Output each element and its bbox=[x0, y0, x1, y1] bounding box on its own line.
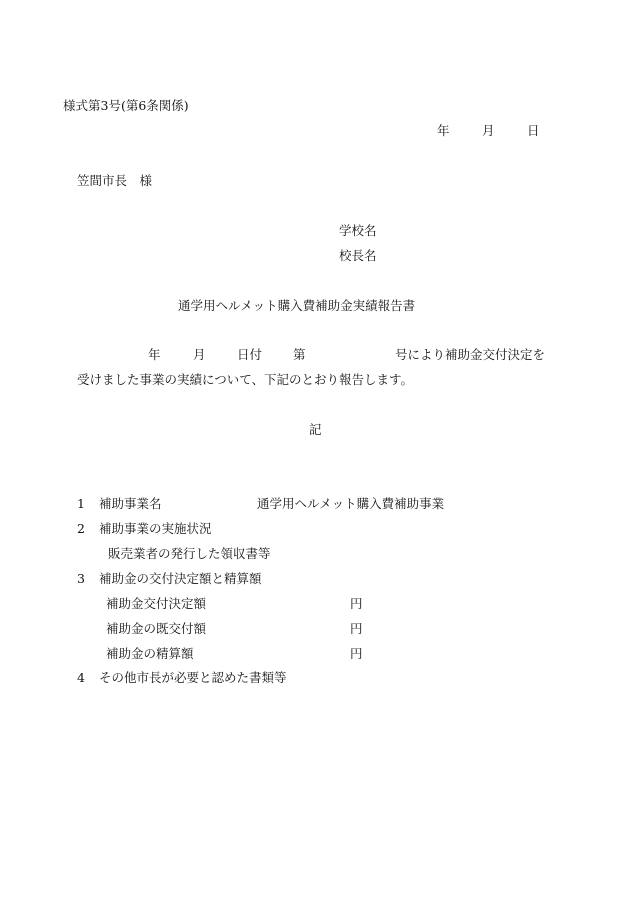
body-number-prefix: 第 bbox=[293, 347, 306, 362]
item-2-sub: 販売業者の発行した領収書等 bbox=[108, 546, 271, 561]
item-3-row-decision-unit: 円 bbox=[350, 596, 363, 611]
item-3-row-decision-label: 補助金交付決定額 bbox=[106, 596, 207, 611]
item-3-number: 3 bbox=[77, 571, 85, 586]
addressee: 笠間市長 様 bbox=[77, 173, 153, 188]
item-3-row-paid-unit: 円 bbox=[350, 621, 363, 636]
body-year-label: 年 bbox=[148, 347, 161, 362]
item-1-value: 通学用ヘルメット購入費補助事業 bbox=[257, 496, 445, 511]
date-day-label: 日 bbox=[527, 123, 540, 138]
item-3-label: 補助金の交付決定額と精算額 bbox=[99, 571, 262, 586]
item-3-row-paid-label: 補助金の既交付額 bbox=[106, 621, 207, 636]
principal-name-label: 校長名 bbox=[339, 248, 377, 263]
date-year-label: 年 bbox=[437, 123, 450, 138]
school-name-label: 学校名 bbox=[339, 223, 377, 238]
item-2-label: 補助事業の実施状況 bbox=[99, 521, 212, 536]
item-1-number: 1 bbox=[77, 496, 85, 511]
item-2-number: 2 bbox=[77, 521, 85, 536]
item-1-label: 補助事業名 bbox=[99, 496, 162, 511]
item-3-row-settlement-label: 補助金の精算額 bbox=[106, 646, 194, 661]
body-line-2: 受けました事業の実績について、下記のとおり報告します。 bbox=[77, 372, 414, 387]
document-title: 通学用ヘルメット購入費補助金実績報告書 bbox=[178, 298, 416, 313]
item-4-label: その他市長が必要と認めた書類等 bbox=[99, 670, 287, 685]
item-4-number: 4 bbox=[77, 670, 85, 685]
body-number-suffix: 号により補助金交付決定を bbox=[395, 347, 546, 362]
form-number: 様式第3号(第6条関係) bbox=[63, 98, 189, 113]
date-month-label: 月 bbox=[482, 123, 495, 138]
body-month-label: 月 bbox=[193, 347, 206, 362]
ki-heading: 記 bbox=[309, 422, 322, 437]
item-3-row-settlement-unit: 円 bbox=[350, 646, 363, 661]
body-day-label: 日付 bbox=[237, 347, 263, 362]
